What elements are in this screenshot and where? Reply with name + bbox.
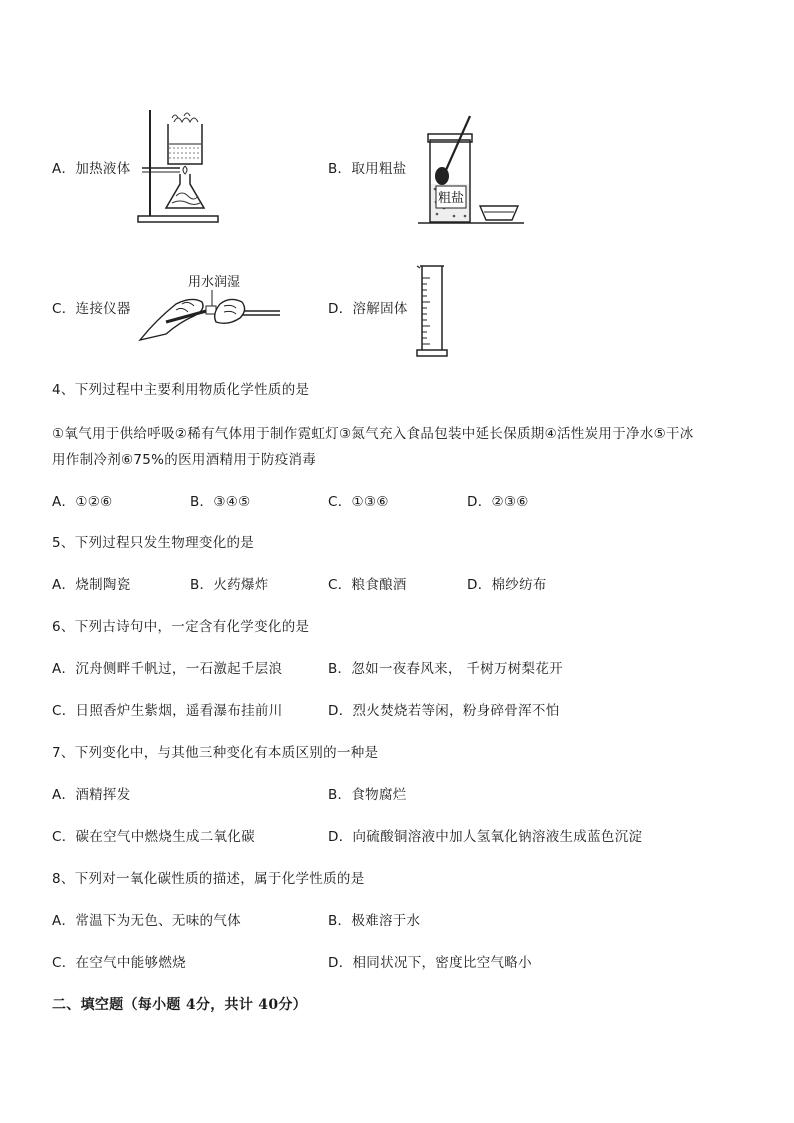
wet-with-water-label: 用水润湿 xyxy=(188,275,241,290)
q7-stem: 7、下列变化中，与其他三种变化有本质区别的一种是 xyxy=(52,745,379,761)
heating-liquid-figure xyxy=(136,108,220,224)
q7-option-a: A．酒精挥发 xyxy=(52,787,131,803)
q4-statement-line2: 用作制冷剂⑥75%的医用酒精用于防疫消毒 xyxy=(52,452,317,468)
q7-option-c: C．碳在空气中燃烧生成二氧化碳 xyxy=(52,829,255,845)
q4-option-c: C．①③⑥ xyxy=(328,494,389,510)
q8-option-b: B．极难溶于水 xyxy=(328,913,421,929)
q4-option-a: A．①②⑥ xyxy=(52,494,113,510)
q5-option-d: D．棉纱纺布 xyxy=(467,577,547,593)
q6-option-d: D．烈火焚烧若等闲，粉身碎骨浑不怕 xyxy=(328,703,560,719)
q5-stem: 5、下列过程只发生物理变化的是 xyxy=(52,535,255,551)
coarse-salt-label: 粗盐 xyxy=(438,191,465,206)
q4-option-b: B．③④⑤ xyxy=(190,494,251,510)
q3-option-c: C．连接仪器 xyxy=(52,301,131,317)
q7-option-d: D．向硫酸铜溶液中加人氢氧化钠溶液生成蓝色沉淀 xyxy=(328,829,643,845)
q8-stem: 8、下列对一氧化碳性质的描述，属于化学性质的是 xyxy=(52,871,365,887)
q3-option-b: B．取用粗盐 xyxy=(328,161,407,177)
q4-option-d: D．②③⑥ xyxy=(467,494,529,510)
q5-option-c: C．粮食酿酒 xyxy=(328,577,407,593)
q8-option-a: A．常温下为无色、无味的气体 xyxy=(52,913,241,929)
q7-option-b: B．食物腐烂 xyxy=(328,787,407,803)
section-heading: 二、填空题（每小题 4分，共计 40分） xyxy=(52,997,307,1013)
q4-statement-line1: ①氧气用于供给呼吸②稀有气体用于制作霓虹灯③氮气充入食品包装中延长保质期④活性炭用于净水⑤干冰 xyxy=(52,426,694,442)
connecting-apparatus-figure xyxy=(136,270,288,344)
q8-option-c: C．在空气中能够燃烧 xyxy=(52,955,186,971)
q6-option-a: A．沉舟侧畔千帆过，一石激起千层浪 xyxy=(52,661,283,677)
graduated-cylinder-figure xyxy=(414,264,448,358)
q5-option-b: B．火药爆炸 xyxy=(190,577,269,593)
q5-option-a: A．烧制陶瓷 xyxy=(52,577,131,593)
q3-option-d: D．溶解固体 xyxy=(328,301,408,317)
q6-stem: 6、下列古诗句中，一定含有化学变化的是 xyxy=(52,619,310,635)
coarse-salt-figure xyxy=(418,114,524,226)
q6-option-b: B．忽如一夜春风来， 千树万树梨花开 xyxy=(328,661,563,677)
q6-option-c: C．日照香炉生紫烟，遥看瀑布挂前川 xyxy=(52,703,283,719)
q3-option-a: A．加热液体 xyxy=(52,161,131,177)
q4-stem: 4、下列过程中主要利用物质化学性质的是 xyxy=(52,382,310,398)
q8-option-d: D．相同状况下，密度比空气略小 xyxy=(328,955,532,971)
